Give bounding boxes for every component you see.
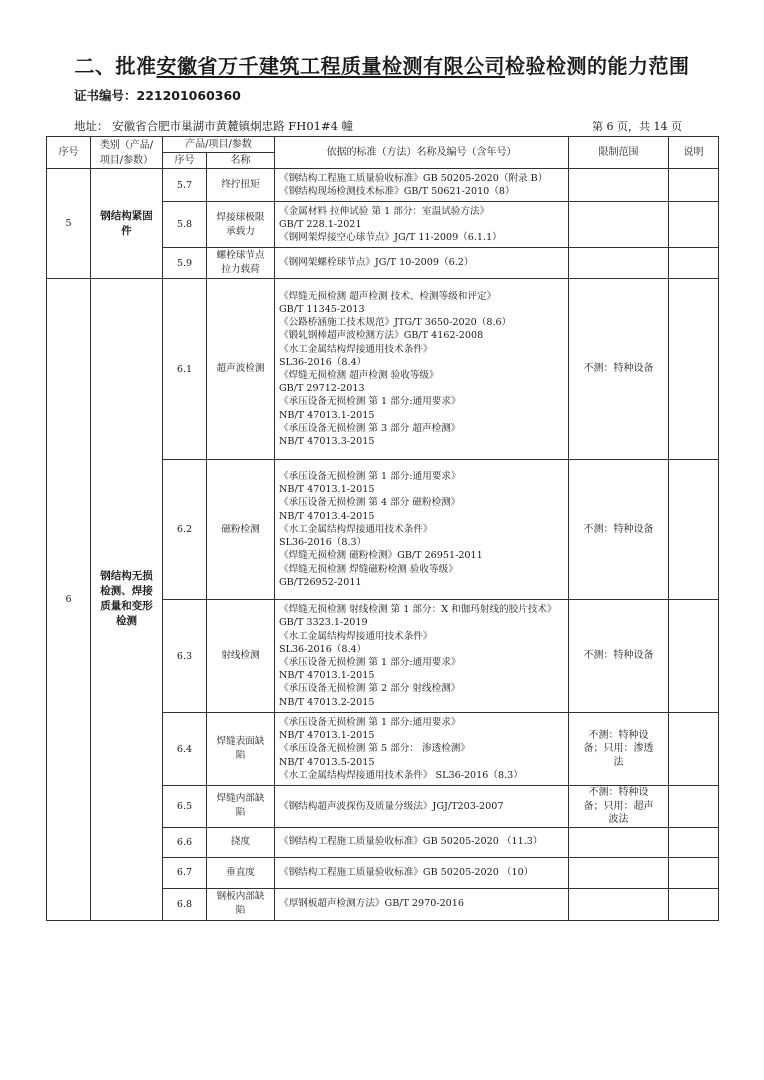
item-note <box>669 600 719 713</box>
item-name: 超声波检测 <box>207 279 275 460</box>
item-note <box>669 786 719 828</box>
standard-line: GB/T 11345-2013 <box>279 303 365 315</box>
item-number: 6.7 <box>163 857 207 888</box>
standard-line: GB/T 29712-2013 <box>279 383 365 395</box>
item-note <box>669 202 719 248</box>
item-number: 6.1 <box>163 279 207 460</box>
item-name: 螺栓球节点拉力载荷 <box>207 248 275 279</box>
standard-line: NB/T 47013.1-2015 <box>279 484 375 496</box>
standard-line: 《钢结构工程施工质量验收标准》GB 50205-2020 （11.3） <box>279 836 543 848</box>
item-name: 垂直度 <box>207 857 275 888</box>
item-standards <box>275 202 569 248</box>
standard-line: 《承压设备无损检测 第 3 部分 超声检测》 <box>279 422 461 434</box>
item-limit: 不测：特种设备；只用：超声波法 <box>569 786 669 828</box>
standard-line: NB/T 47013.5-2015 <box>279 756 375 768</box>
item-limit <box>569 169 669 202</box>
standard-line: 《水工金属结构焊接通用技术条件》 <box>279 630 433 642</box>
standard-line: 《水工金属结构焊接通用技术条件》 <box>279 343 433 355</box>
item-note <box>669 460 719 600</box>
item-standards <box>275 248 569 279</box>
header-note: 说明 <box>669 137 719 169</box>
item-number: 6.8 <box>163 888 207 920</box>
header-sub-seq: 序号 <box>163 153 207 169</box>
item-standards <box>275 857 569 888</box>
group-category: 钢结构紧固件 <box>91 169 163 279</box>
standard-line: 《承压设备无损检测 第 1 部分:通用要求》 <box>279 471 461 483</box>
standard-line: 《钢网架焊接空心球节点》JG/T 11-2009（6.1.1） <box>279 232 502 244</box>
table-row <box>47 279 719 460</box>
standard-line: 《钢结构工程施工质量验收标准》GB 50205-2020 （10） <box>279 866 534 878</box>
item-note <box>669 827 719 857</box>
item-limit <box>569 827 669 857</box>
item-number: 5.7 <box>163 169 207 202</box>
header-category: 类别（产品/项目/参数） <box>91 137 163 169</box>
item-standards <box>275 279 569 460</box>
standard-line: NB/T 47013.1-2015 <box>279 409 375 421</box>
standard-line: NB/T 47013.1-2015 <box>279 670 375 682</box>
standard-line: 《承压设备无损检测 第 4 部分 磁粉检测》 <box>279 497 461 509</box>
item-limit <box>569 888 669 920</box>
item-standards <box>275 600 569 713</box>
item-limit: 不测：特种设备 <box>569 600 669 713</box>
item-limit <box>569 248 669 279</box>
standard-line: 《承压设备无损检测 第 1 部分:通用要求》 <box>279 657 461 668</box>
standard-line: 《焊缝无损检测 超声检测 技术、检测等级和评定》 <box>279 290 497 302</box>
standard-line: SL36-2016（8.4） <box>279 356 367 368</box>
standard-line: 《钢网架螺栓球节点》JG/T 10-2009（6.2） <box>279 257 474 269</box>
item-name: 焊缝表面缺陷 <box>207 713 275 786</box>
item-limit: 不测：特种设备 <box>569 279 669 460</box>
standard-line: 《承压设备无损检测 第 1 部分:通用要求》 <box>279 716 461 728</box>
standard-line: 《水工金属结构焊接通用技术条件》 <box>279 523 433 535</box>
item-standards <box>275 713 569 786</box>
item-number: 6.4 <box>163 713 207 786</box>
item-number: 6.2 <box>163 460 207 600</box>
item-standards <box>275 827 569 857</box>
item-name: 磁粉检测 <box>207 460 275 600</box>
standard-line: 《焊缝无损检测 焊缝磁粉检测 验收等级》 <box>279 563 458 575</box>
page-title <box>0 50 764 79</box>
item-number: 6.6 <box>163 827 207 857</box>
title-suffix: 检验检测的能力范围 <box>505 54 690 78</box>
header-standard: 依据的标准（方法）名称及编号（含年号） <box>275 137 569 169</box>
item-name: 挠度 <box>207 827 275 857</box>
standard-line: 《焊缝无损检测 磁粉检测》GB/T 26951-2011 <box>279 550 483 562</box>
group-seq: 6 <box>47 279 91 921</box>
standard-line: 《厚钢板超声检测方法》GB/T 2970-2016 <box>279 898 464 910</box>
item-note <box>669 169 719 202</box>
item-note <box>669 248 719 279</box>
header-limit: 限制范围 <box>569 137 669 169</box>
standard-line: SL36-2016（8.3） <box>279 537 367 549</box>
address: 地址： 安徽省合肥市巢湖市黄麓镇炯忠路 FH01#4 幢 <box>74 119 354 133</box>
standard-line: 《焊缝无损检测 超声检测 验收等级》 <box>279 370 439 381</box>
table-body <box>47 169 719 921</box>
standard-line: 《公路桥涵施工技术规范》JTG/T 3650-2020（8.6） <box>279 317 512 329</box>
standard-line: 《钢结构工程施工质量验收标准》GB 50205-2020（附录 B） <box>279 172 548 184</box>
item-standards <box>275 169 569 202</box>
item-name: 钢板内部缺陷 <box>207 888 275 920</box>
item-note <box>669 888 719 920</box>
item-number: 5.9 <box>163 248 207 279</box>
standard-line: NB/T 47013.1-2015 <box>279 730 375 742</box>
item-limit: 不测：特种设备；只用：渗透法 <box>569 713 669 786</box>
header-seq: 序号 <box>47 137 91 169</box>
capability-table <box>46 136 719 921</box>
standard-line: 《水工金属结构焊接通用技术条件》 SL36-2016（8.3） <box>279 769 523 781</box>
item-standards <box>275 460 569 600</box>
page-info: 第 6 页，共 14 页 <box>592 120 682 133</box>
group-category: 钢结构无损检测、焊接质量和变形检测 <box>91 279 163 921</box>
item-name: 焊缝内部缺陷 <box>207 786 275 828</box>
item-number: 6.3 <box>163 600 207 713</box>
standard-line: GB/T26952-2011 <box>279 576 362 588</box>
header-sub-name: 名称 <box>207 153 275 169</box>
item-name: 射线检测 <box>207 600 275 713</box>
item-limit <box>569 857 669 888</box>
standard-line: SL36-2016（8.4） <box>279 643 367 655</box>
standard-line: NB/T 47013.2-2015 <box>279 696 375 708</box>
item-name: 焊接球极限承载力 <box>207 202 275 248</box>
standard-line: 《锻轧钢棒超声波检测方法》GB/T 4162-2008 <box>279 330 484 342</box>
item-limit: 不测：特种设备 <box>569 460 669 600</box>
standard-line: 《金属材料 拉伸试验 第 1 部分：室温试验方法》 <box>279 205 490 217</box>
item-name: 终拧扭矩 <box>207 169 275 202</box>
standard-line: 《钢结构超声波探伤及质量分级法》JGJ/T203-2007 <box>279 800 504 812</box>
item-standards <box>275 786 569 828</box>
standard-line: 《承压设备无损检测 第 5 部分： 渗透检测》 <box>279 743 470 755</box>
standard-line: 《承压设备无损检测 第 1 部分:通用要求》 <box>279 396 461 408</box>
group-seq: 5 <box>47 169 91 279</box>
standard-line: NB/T 47013.4-2015 <box>279 510 375 522</box>
item-number: 5.8 <box>163 202 207 248</box>
header-product-group: 产品/项目/参数 <box>163 137 275 153</box>
standard-line: 《承压设备无损检测 第 2 部分 射线检测》 <box>279 683 461 695</box>
standard-line: NB/T 47013.3-2015 <box>279 436 375 448</box>
item-note <box>669 857 719 888</box>
title-prefix: 二、批准 <box>74 54 157 78</box>
item-standards <box>275 888 569 920</box>
standard-line: 《钢结构现场检测技术标准》GB/T 50621-2010（8） <box>279 186 515 197</box>
certificate-number: 证书编号：221201060360 <box>74 88 241 103</box>
standard-line: GB/T 228.1-2021 <box>279 218 362 230</box>
item-limit <box>569 202 669 248</box>
table-row <box>47 169 719 202</box>
standard-line: 《焊缝无损检测 射线检测 第 1 部分：X 和伽玛射线的胶片技术》GB/T 3323.1-2019 <box>279 604 557 629</box>
title-org: 安徽省万千建筑工程质量检测有限公司 <box>156 54 505 78</box>
item-note <box>669 713 719 786</box>
item-number: 6.5 <box>163 786 207 828</box>
item-note <box>669 279 719 460</box>
